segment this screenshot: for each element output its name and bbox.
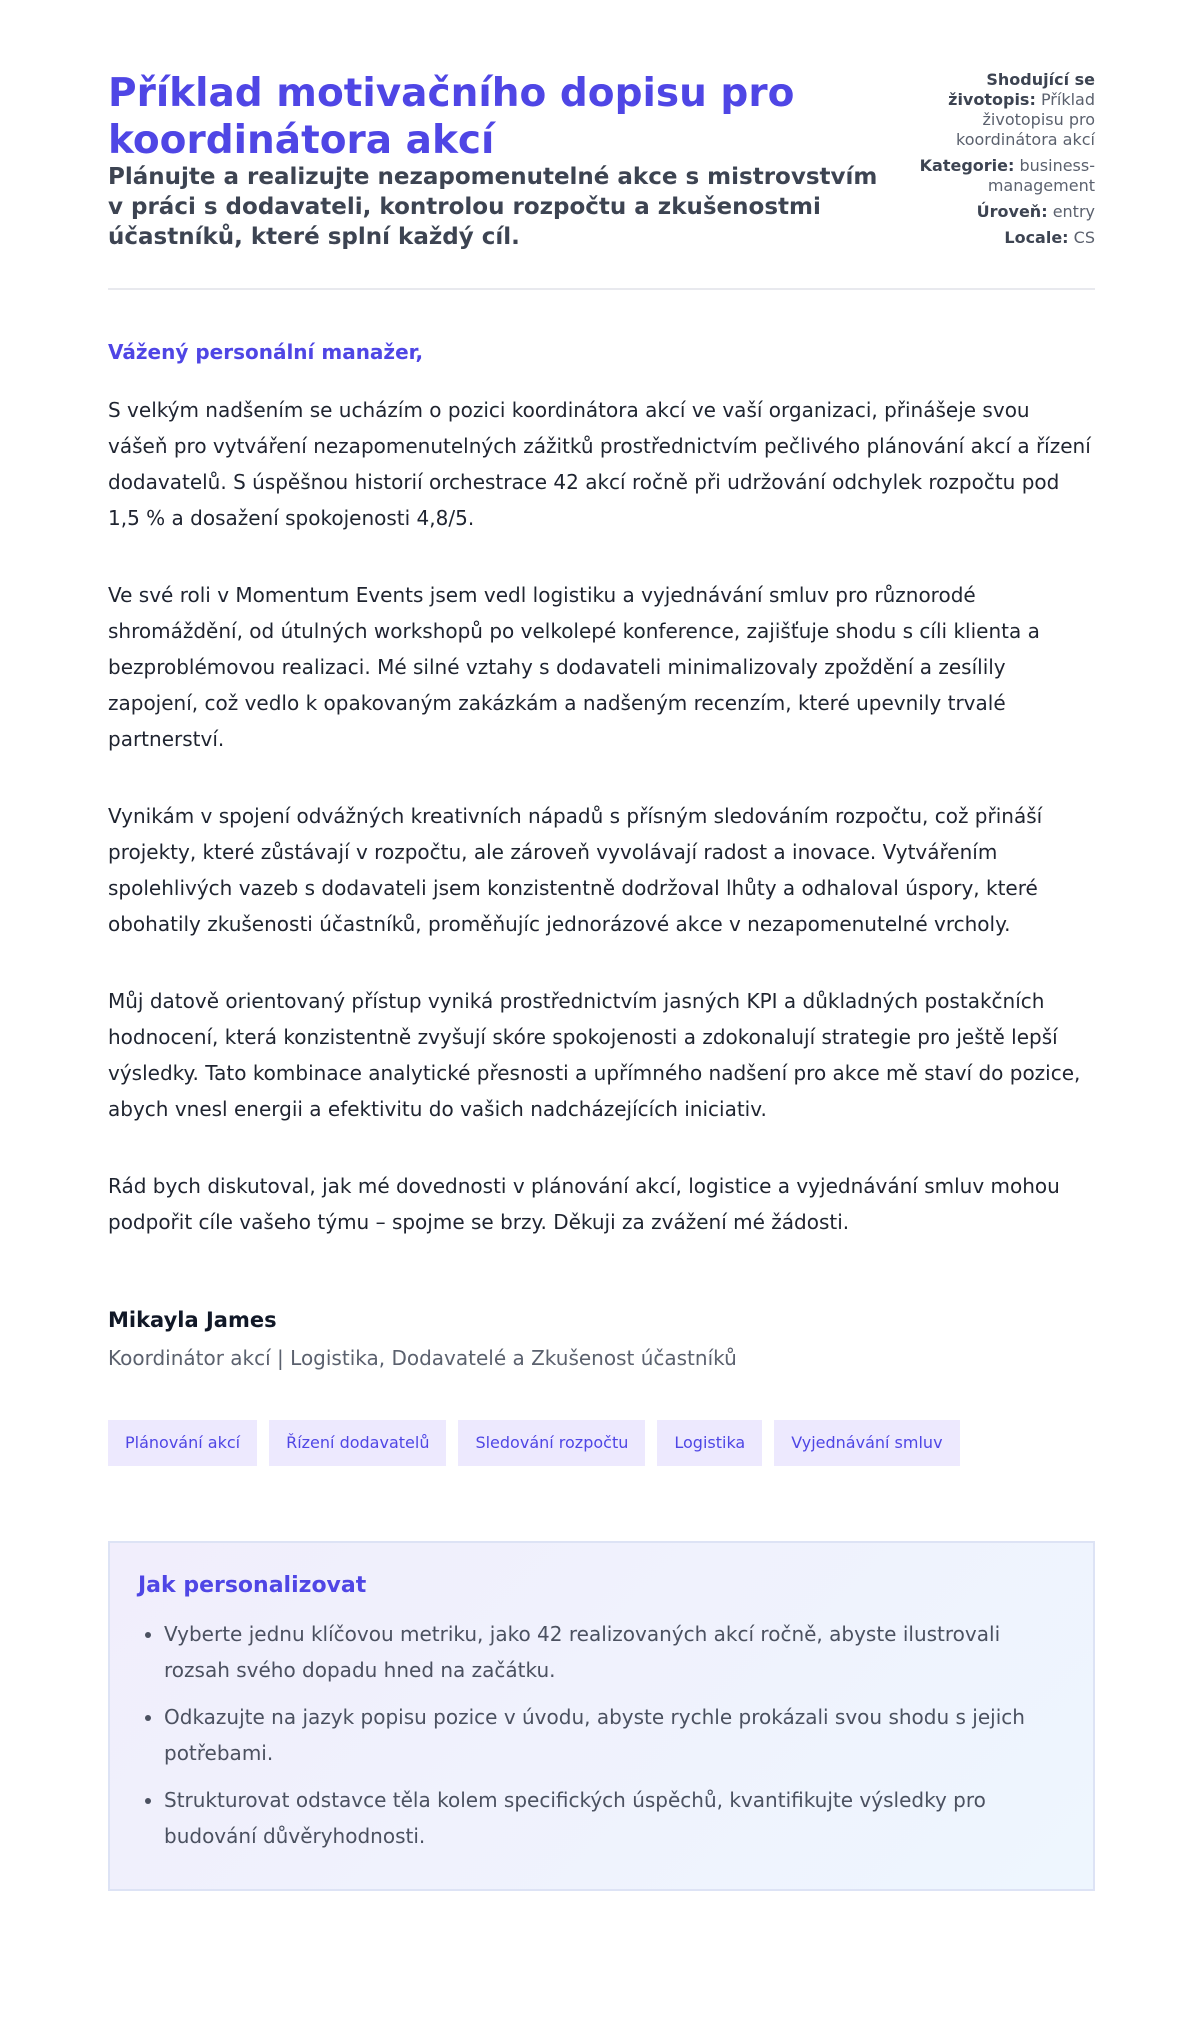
meta-category: Kategorie: business-management — [919, 156, 1095, 195]
meta-panel — [905, 70, 1095, 254]
paragraph: Vynikám v spojení odvážných kreativních nápadů s přísným sledováním rozpočtu, což přináší projekty, které zůstávají v rozpočtu, ale zároveň vyvolávají radost a inovace. Vytvářením spolehlivých vazeb s dodavateli jsem konzistentně dodržoval lhůty a odhaloval úspory, které obohatily zkušenosti účastníků, proměňujíc jednorázové akce v nezapomenutelné vrcholy. — [108, 804, 1043, 936]
tip-item: • Odkazujte na jazyk popisu pozice v úvodu, abyste rychle prokázali svou shodu s jejich potřebami. — [164, 1699, 1065, 1771]
skill-tags — [108, 1420, 1095, 1466]
tip-item: • Strukturovat odstavce těla kolem specifických úspěchů, kvantifikujte výsledky pro budování důvěryhodnosti. — [164, 1782, 1065, 1854]
meta-level: Úroveň: entry — [976, 202, 1095, 221]
skill-tag: Logistika — [657, 1420, 762, 1466]
page-title: Příklad motivačního dopisu pro koordinátora akcí — [108, 71, 795, 163]
paragraph: S velkým nadšením se ucházím o pozici koordinátora akcí ve vaší organizaci, přinášeje svou vášeň pro vytváření nezapomenutelných zážitků prostřednictvím pečlivého plánování akcí a řízení dodavatelů. S úspěšnou historií orchestrace 42 akcí ročně při udržování odchylek rozpočtu pod 1,5 % a dosažení spokojenosti 4,8/5. — [108, 398, 1091, 530]
greeting: Vážený personální manažer, — [108, 340, 424, 364]
tip-item: • Vyberte jednu klíčovou metriku, jako 42 realizovaných akcí ročně, abyste ilustrovali rozsah svého dopadu hned na začátku. — [164, 1616, 1065, 1688]
paragraph: Rád bych diskutoval, jak mé dovednosti v plánování akcí, logistice a vyjednávání smluv mohou podpořit cíle vašeho týmu – spojme se brzy. Děkuji za zvážení mé žádosti. — [108, 1174, 1060, 1234]
personalize-tips — [108, 1541, 1095, 1891]
skill-tag: Plánování akcí — [108, 1420, 257, 1466]
skill-tag: Vyjednávání smluv — [774, 1420, 959, 1466]
skill-tag: Řízení dodavatelů — [269, 1420, 446, 1466]
document — [108, 70, 1095, 1891]
meta-resume: Shodující se životopis: Příklad životopisu pro koordinátora akcí — [948, 70, 1095, 149]
paragraph: Můj datově orientovaný přístup vyniká prostřednictvím jasných KPI a důkladných postakčních hodnocení, která konzistentně zvyšují skóre spokojenosti a zdokonalují strategie pro ještě lepší výsledky. Tato kombinace analytické přesnosti a upřímného nadšení pro akce mě staví do pozice, abych vnesl energii a efektivitu do vašich nadcházejících iniciativ. — [108, 989, 1081, 1121]
signature-name: Mikayla James — [108, 1308, 277, 1332]
skill-tag: Sledování rozpočtu — [458, 1420, 645, 1466]
meta-locale: Locale: CS — [1004, 228, 1095, 247]
paragraph: Ve své roli v Momentum Events jsem vedl logistiku a vyjednávání smluv pro různorodé shromáždění, od útulných workshopů po velkolepé konference, zajišťuje shodu s cíli klienta a bezproblémovou realizaci. Mé silné vztahy s dodavateli minimalizovaly zpoždění a zesílily zapojení, což vedlo k opakovaným zakázkám a nadšeným recenzím, které upevnily trvalé partnerství. — [108, 583, 1040, 751]
signature-role: Koordinátor akcí | Logistika, Dodavatelé a Zkušenost účastníků — [108, 1346, 737, 1370]
header — [108, 70, 1095, 290]
page-subtitle: Plánujte a realizujte nezapomenutelné akce s mistrovstvím v práci s dodavateli, kontrolou rozpočtu a zkušenostmi účastníků, které splní každý cíl. — [108, 164, 878, 250]
tips-title: Jak personalizovat — [138, 1573, 367, 1598]
